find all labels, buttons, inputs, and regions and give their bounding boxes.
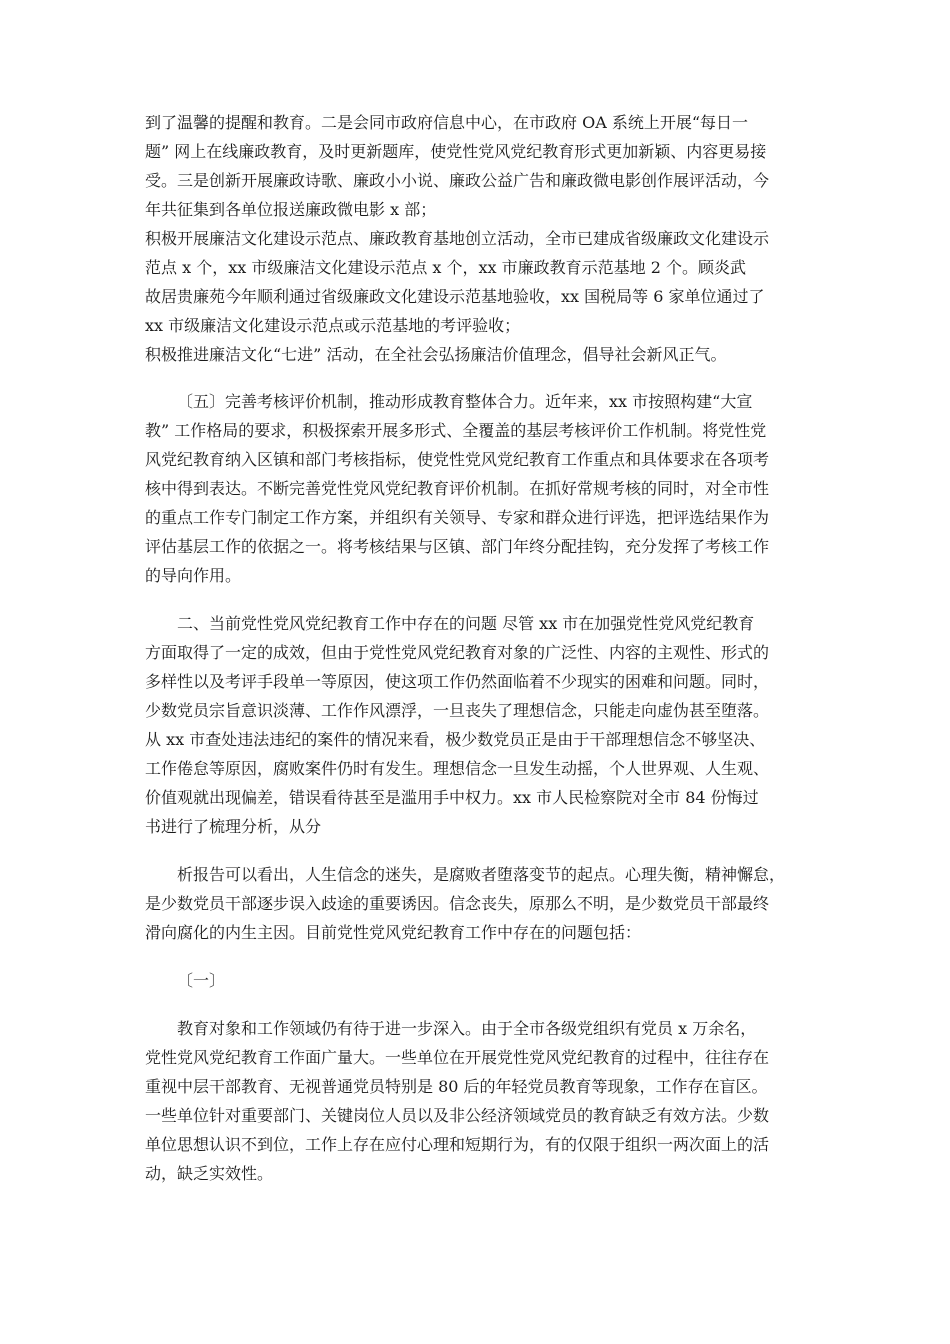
text-line: 少数党员宗旨意识淡薄、工作作风漂浮，一旦丧失了理想信念，只能走向虚伪甚至堕落。: [145, 701, 770, 720]
text-line: 年共征集到各单位报送廉政微电影 x 部；: [145, 200, 437, 219]
text-line: 积极开展廉洁文化建设示范点、廉政教育基地创立活动，全市已建成省级廉政文化建设示: [145, 229, 770, 248]
text-line: 书进行了梳理分析，从分: [145, 817, 322, 836]
text-line: 教” 工作格局的要求，积极探索开展多形式、全覆盖的基层考核评价工作机制。将党性党: [145, 421, 767, 440]
text-line: 题” 网上在线廉政教育，及时更新题库，使党性党风党纪教育形式更加新颖、内容更易接: [145, 142, 767, 161]
text-line: 范点 x 个，xx 市级廉洁文化建设示范点 x 个，xx 市廉政教育示范基地 2 个。顾炎武: [145, 258, 747, 277]
text-line: 的导向作用。: [145, 566, 242, 585]
text-line: 党性党风党纪教育工作面广量大。一些单位在开展党性党风党纪教育的过程中，往往存在: [145, 1048, 770, 1067]
text-line: 核中得到表达。不断完善党性党风党纪教育评价机制。在抓好常规考核的同时，对全市性: [145, 479, 770, 498]
text-line: 从 xx 市查处违法违纪的案件的情况来看，极少数党员正是由于干部理想信念不够坚决、: [145, 730, 766, 749]
text-line: 教育对象和工作领域仍有待于进一步深入。由于全市各级党组织有党员 x 万余名，: [177, 1019, 757, 1038]
text-line: 是少数党员干部逐步误入歧途的重要诱因。信念丧失，原那么不明，是少数党员干部最终: [145, 894, 770, 913]
text-line: 析报告可以看出，人生信念的迷失，是腐败者堕落变节的起点。心理失衡，精神懈怠，: [177, 865, 786, 884]
paragraph-heading-5: 〔五〕完善考核评价机制，推动形成教育整体合力。近年来，xx 市按照构建“大宣: [177, 392, 753, 411]
text-line: 一些单位针对重要部门、关键岗位人员以及非公经济领域党员的教育缺乏有效方法。少数: [145, 1106, 770, 1125]
document-page: [145, 108, 815, 1188]
text-line: 重视中层干部教育、无视普通党员特别是 80 后的年轻党员教育等现象，工作存在盲区。: [145, 1077, 768, 1096]
text-line: 单位思想认识不到位，工作上存在应付心理和短期行为，有的仅限于组织一两次面上的活: [145, 1135, 770, 1154]
text-line: xx 市级廉洁文化建设示范点或示范基地的考评验收；: [145, 316, 521, 335]
text-line: 故居贵廉苑今年顺利通过省级廉政文化建设示范基地验收，xx 国税局等 6 家单位通过了: [145, 287, 765, 306]
text-line: 工作倦怠等原因，腐败案件仍时有发生。理想信念一旦发生动摇，个人世界观、人生观、: [145, 759, 770, 778]
text-line: 评估基层工作的依据之一。将考核结果与区镇、部门年终分配挂钩，充分发挥了考核工作: [145, 537, 770, 556]
section-heading-2: 二、当前党性党风党纪教育工作中存在的问题 尽管 xx 市在加强党性党风党纪教育: [177, 614, 755, 633]
text-line: 积极推进廉洁文化“七进” 活动，在全社会弘扬廉洁价值理念，倡导社会新风正气。: [145, 345, 727, 364]
text-line: 的重点工作专门制定工作方案，并组织有关领导、专家和群众进行评选，把评选结果作为: [145, 508, 770, 527]
text-line: 风党纪教育纳入区镇和部门考核指标，使党性党风党纪教育工作重点和具体要求在各项考: [145, 450, 770, 469]
text-line: 到了温馨的提醒和教育。二是会同市政府信息中心，在市政府 OA 系统上开展“每日一: [145, 113, 749, 132]
text-line: 滑向腐化的内生主因。目前党性党风党纪教育工作中存在的问题包括：: [145, 923, 642, 942]
text-line: 受。三是创新开展廉政诗歌、廉政小小说、廉政公益广告和廉政微电影创作展评活动，今: [145, 171, 770, 190]
text-line: 动，缺乏实效性。: [145, 1164, 274, 1183]
text-line: 方面取得了一定的成效，但由于党性党风党纪教育对象的广泛性、内容的主观性、形式的: [145, 643, 770, 662]
text-line: 价值观就出现偏差，错误看待甚至是滥用手中权力。xx 市人民检察院对全市 84 份悔过: [145, 788, 759, 807]
sub-heading-1: 〔一〕: [177, 971, 226, 990]
text-line: 多样性以及考评手段单一等原因，使这项工作仍然面临着不少现实的困难和问题。同时，: [145, 672, 770, 691]
